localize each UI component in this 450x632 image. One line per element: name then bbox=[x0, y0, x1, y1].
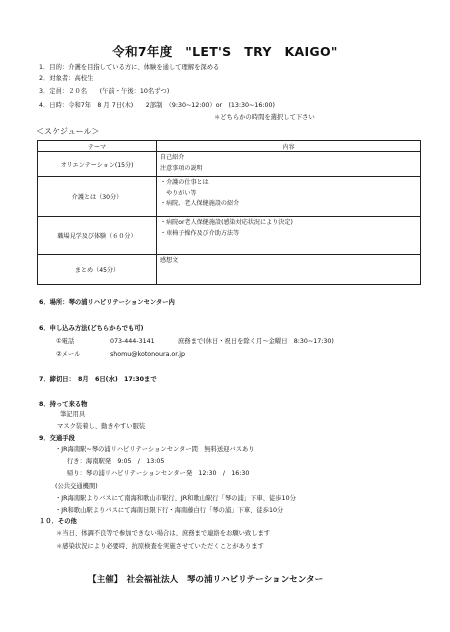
bring-item: マスク装着し、動きやすい服装 bbox=[57, 423, 146, 430]
theme-cell: まとめ（45分） bbox=[38, 255, 157, 285]
bring-heading: 8．持って来る物 bbox=[39, 401, 88, 408]
apply-heading: 6．申し込み方法(どちらからでも可) bbox=[39, 325, 144, 332]
transport-line: 行き：海南駅発 9:05 / 13:05 bbox=[67, 458, 165, 465]
capacity-line: 3．定員：２０名 (午前・午後：10名ずつ) bbox=[39, 88, 170, 95]
transport-line: ・JR海南駅よりバスにて南海和歌山市駅行、JR和歌山駅行「琴の浦」下車、徒歩10分 bbox=[55, 495, 296, 502]
purpose-line: 1．目的：介護を目指している方に、体験を通して理解を深める bbox=[39, 64, 220, 71]
place-line: 6．場所：琴の浦リハビリテーションセンター内 bbox=[39, 299, 175, 306]
content-line: やりがい等 bbox=[160, 189, 197, 197]
phone-detail: 庶務まで(休日・祝日を除く月～金曜日 8:30~17:30) bbox=[178, 338, 334, 345]
datetime-line: 4．日時：令和7年 8 月 7日(木) 2部制 （9:30~12:00）or (13:30~16:00) bbox=[39, 102, 275, 109]
content-cell bbox=[157, 177, 421, 217]
content-line: ・介護の仕事とは bbox=[160, 179, 209, 186]
header-theme: テーマ bbox=[38, 141, 157, 152]
content-cell bbox=[157, 255, 421, 285]
content-line: 感想文 bbox=[160, 257, 179, 264]
document-title: 令和7年度 "LET'S TRY KAIGO" bbox=[112, 44, 338, 59]
bring-item: 筆記用具 bbox=[60, 411, 86, 418]
table-row bbox=[38, 217, 421, 255]
content-cell bbox=[157, 217, 421, 255]
other-line: ＊当日、体調不良等で参加できない場合は、庶務まで連絡をお願い致します bbox=[56, 530, 271, 537]
mail-address[interactable]: shomu@kotonoura.or.jp bbox=[110, 351, 186, 358]
transport-line: ・JR和歌山駅よりバスにて海南日限下行・海南藤白行「琴の浦」下車、徒歩10分 bbox=[55, 507, 284, 514]
transport-line: ・JR海南駅~琴の浦リハビリテーションセンター間 無料送迎バスあり bbox=[55, 446, 255, 453]
content-line: ・車椅子操作及び介助方法等 bbox=[160, 229, 240, 237]
deadline-line: 7．締切日： 8月 6日(水) 17:30まで bbox=[39, 376, 157, 383]
header-content: 内容 bbox=[157, 141, 421, 152]
theme-cell: オリエンテーション(15分) bbox=[38, 152, 157, 177]
content-line: 自己紹介 bbox=[160, 154, 185, 161]
content-cell bbox=[157, 152, 421, 177]
table-row bbox=[38, 255, 421, 285]
schedule-heading: ＜スケジュール＞ bbox=[36, 127, 100, 136]
phone-number[interactable]: 073-444-3141 bbox=[110, 338, 155, 345]
content-line: ・病院、老人保健施設の紹介 bbox=[160, 200, 240, 207]
content-line: ・病院or老人保健施設(感染対応状況により決定) bbox=[160, 219, 293, 226]
theme-cell: 介護とは（30分） bbox=[38, 177, 157, 217]
other-line: ＊感染状況により必要時、抗原検査を実施させていただくことがあります bbox=[56, 543, 264, 550]
transport-line: (公共交通機関) bbox=[55, 483, 98, 490]
organizer-footer: 【主催】 社会福祉法人 琴の浦リハビリテーションセンター bbox=[88, 575, 324, 585]
table-row bbox=[38, 152, 421, 177]
phone-label: ①電話 bbox=[56, 338, 75, 345]
table-row bbox=[38, 177, 421, 217]
target-line: 2．対象者：高校生 bbox=[39, 75, 94, 82]
transport-heading: 9．交通手段 bbox=[39, 435, 75, 442]
theme-cell: 職場見学及び体験（６０分） bbox=[38, 217, 157, 255]
transport-line: 帰り：琴の浦リハビリテーションセンター発 12:30 / 16:30 bbox=[67, 470, 250, 477]
other-heading: １０．その他 bbox=[39, 518, 77, 525]
mail-label: ②メール bbox=[56, 351, 81, 358]
schedule-table bbox=[37, 140, 421, 285]
content-line: 注意事項の説明 bbox=[160, 164, 203, 172]
datetime-note: ＊どちらかの時間を選択して下さい bbox=[214, 114, 315, 121]
